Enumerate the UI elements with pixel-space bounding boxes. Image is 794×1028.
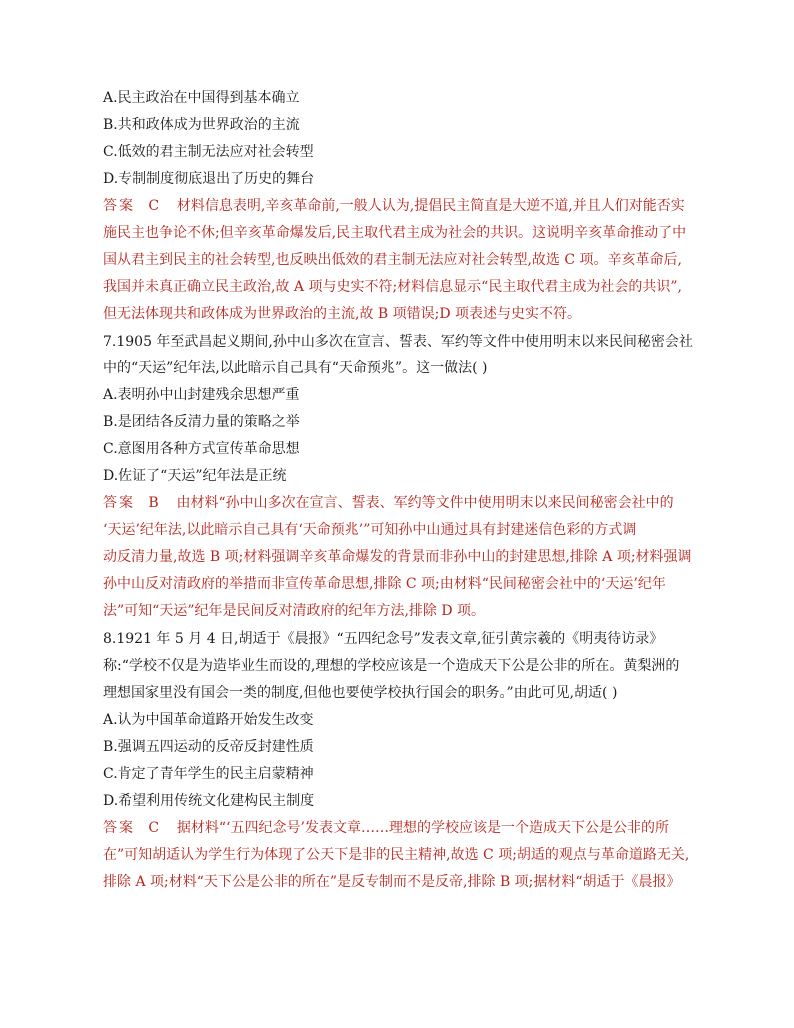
q8-option-a: A.认为中国革命道路开始发生改变 bbox=[103, 712, 314, 728]
q7-answer-first-line bbox=[103, 494, 674, 512]
q6-answer-line: 但无法体现共和政体成为世界政治的主流,故 B 项错误;D 项表述与史实不符。 bbox=[103, 306, 582, 322]
q8-option-b: B.强调五四运动的反帝反封建性质 bbox=[103, 739, 314, 755]
q7-option-c: C.意图用各种方式宣传革命思想 bbox=[103, 441, 300, 457]
q8-option-c: C.肯定了青年学生的民主启蒙精神 bbox=[103, 766, 314, 782]
q8-stem-line: 8.1921 年 5 月 4 日,胡适于《晨报》“五四纪念号”发表文章,征引黄宗羲的《明夷待访录》 bbox=[103, 631, 664, 647]
q6-option-b: B.共和政体成为世界政治的主流 bbox=[103, 117, 300, 133]
q6-answer-label: 答案 bbox=[103, 198, 135, 214]
q6-option-a: A.民主政治在中国得到基本确立 bbox=[103, 90, 300, 106]
q7-stem-line: 7.1905 年至武昌起义期间,孙中山多次在宣言、誓表、军约等文件中使用明末以来民间秘密会社 bbox=[103, 334, 693, 350]
q7-answer-label: 答案 bbox=[103, 495, 135, 511]
q7-option-b: B.是团结各反清力量的策略之举 bbox=[103, 414, 300, 430]
q8-answer-line: 在”可知胡适认为学生行为体现了公天下是非的民主精神,故选 C 项;胡适的观点与革命道路无关, bbox=[103, 847, 690, 863]
q6-answer-line: 我国并未真正确立民主政治,故 A 项与史实不符;材料信息显示“民主取代君主成为社会的共识”, bbox=[103, 279, 682, 295]
q8-stem-line: 理想国家里没有国会一类的制度,但他也要使学校执行国会的职务。”由此可见,胡适( ) bbox=[103, 685, 618, 701]
q7-answer-line: 动反清力量,故选 B 项;材料强调辛亥革命爆发的背景而非孙中山的封建思想,排除 A 项;材料强调 bbox=[103, 549, 692, 565]
q6-option-d: D.专制制度彻底退出了历史的舞台 bbox=[103, 171, 315, 187]
q7-stem-line: 中的“天运”纪年法,以此暗示自己具有“天命预兆”。这一做法( ) bbox=[103, 360, 488, 376]
q7-answer-letter: B bbox=[148, 495, 159, 511]
q6-answer-line: 国从君主到民主的社会转型,也反映出低效的君主制无法应对社会转型,故选 C 项。辛亥革命后, bbox=[103, 252, 682, 268]
q8-answer-line: 排除 A 项;材料“天下公是公非的所在”是反专制而不是反帝,排除 B 项;据材料“胡适于《晨报》 bbox=[103, 874, 681, 890]
q6-answer-letter: C bbox=[148, 198, 160, 214]
q7-option-d: D.佐证了“天运”纪年法是正统 bbox=[103, 468, 287, 484]
q6-option-c: C.低效的君主制无法应对社会转型 bbox=[103, 144, 314, 160]
q8-answer-first-line bbox=[103, 819, 669, 837]
q8-answer-label: 答案 bbox=[103, 820, 135, 836]
q8-answer-text: 据材料“‘五四纪念号’发表文章……理想的学校应该是一个造成天下公是公非的所 bbox=[176, 820, 669, 836]
q7-answer-line: 孙中山反对清政府的举措而非宣传革命思想,排除 C 项;由材料“民间秘密会社中的‘天运’纪年 bbox=[103, 576, 666, 592]
q8-option-d: D.希望利用传统文化建构民主制度 bbox=[103, 793, 315, 809]
q7-answer-line: ‘天运’纪年法,以此暗示自己具有‘天命预兆’”可知孙中山通过具有封建迷信色彩的方式调 bbox=[103, 522, 637, 538]
q7-answer-text: 由材料“孙中山多次在宣言、誓表、军约等文件中使用明末以来民间秘密会社中的 bbox=[176, 495, 674, 511]
q8-stem-line: 称:“学校不仅是为造毕业生而设的,理想的学校应该是一个造成天下公是公非的所在。黄梨洲的 bbox=[103, 658, 680, 674]
q8-answer-letter: C bbox=[148, 820, 160, 836]
q6-answer-text: 材料信息表明,辛亥革命前,一般人认为,提倡民主简直是大逆不道,并且人们对能否实 bbox=[176, 198, 685, 214]
q6-answer-first-line bbox=[103, 197, 685, 215]
q7-answer-line: 法”可知“天运”纪年是民间反对清政府的纪年方法,排除 D 项。 bbox=[103, 603, 486, 619]
q7-option-a: A.表明孙中山封建残余思想严重 bbox=[103, 387, 300, 403]
q6-answer-line: 施民主也争论不休;但辛亥革命爆发后,民主取代君主成为社会的共识。这说明辛亥革命推动了中 bbox=[103, 225, 687, 241]
